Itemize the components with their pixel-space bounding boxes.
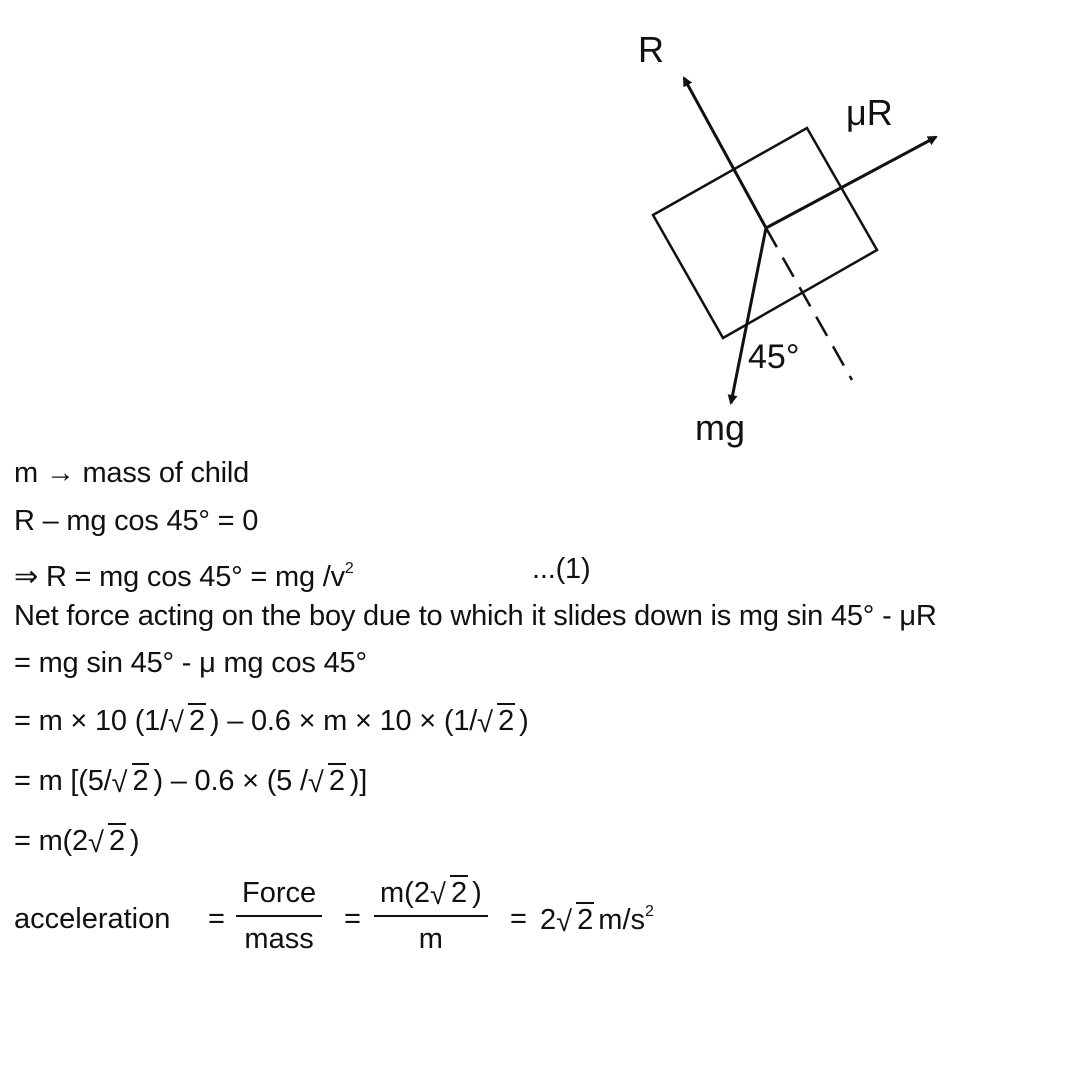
sqrt-symbol: √ 2 <box>556 904 594 938</box>
label-angle: 45° <box>748 338 800 376</box>
sqrt-symbol: √ 2 <box>167 705 205 739</box>
free-body-diagram <box>0 0 1080 460</box>
acceleration-result: 2 √ 2 $m/s^2$ <box>540 903 654 938</box>
line-1-text: m → mass of child <box>14 457 250 489</box>
fraction-2-numerator: m(2 √ 2 ) <box>374 875 488 917</box>
sqrt-symbol: √ 2 <box>111 765 149 799</box>
equals-sign-2: = <box>344 903 361 935</box>
line-3-superscript: 2 <box>344 560 354 577</box>
solution-line-3 <box>14 551 591 595</box>
sqrt-symbol: √ 2 <box>477 705 515 739</box>
label-mg: mg <box>695 407 746 448</box>
equation-tag: ...(1) <box>532 553 591 585</box>
line-6-part-a: = m × 10 (1/ <box>14 705 168 737</box>
fraction-1-denominator: mass <box>244 923 314 955</box>
line-7-part-b: ) – 0.6 × (5 / <box>153 765 308 797</box>
sqrt-symbol: √ 2 <box>307 765 345 799</box>
label-muR: μR <box>846 92 893 133</box>
line-8-part-a: = m(2 <box>14 825 88 857</box>
line-7-part-c: )] <box>349 765 368 797</box>
solution-line-8 <box>14 823 139 859</box>
equals-sign-3: = <box>510 903 527 935</box>
normal-force-arrow <box>684 78 766 228</box>
solution-line-7 <box>14 763 367 799</box>
label-R: R <box>638 29 664 70</box>
line-8-part-b: ) <box>129 825 140 857</box>
line-3-text: ⇒ R = mg cos 45° = mg /v <box>14 561 345 593</box>
line-6-part-b: ) – 0.6 × m × 10 × (1/ <box>209 705 478 737</box>
solution-line-4 <box>14 598 937 634</box>
friction-force-arrow <box>766 137 936 228</box>
solution-line-1 <box>14 455 249 491</box>
sqrt-symbol: √ 2 <box>429 877 468 911</box>
line-2-text: R – mg cos 45° = 0 <box>14 505 259 537</box>
fraction-m2root2-over-m <box>374 875 488 957</box>
fraction-2-denominator: m <box>418 923 443 955</box>
line-4-text: Net force acting on the boy due to which it slides down is mg sin 45° - μR <box>14 600 937 632</box>
line-5-text: = mg sin 45° - μ mg cos 45° <box>14 647 367 679</box>
fraction-1-numerator: Force <box>236 875 322 917</box>
acceleration-equation <box>14 875 914 965</box>
solution-line-6 <box>14 703 529 739</box>
solution-line-5 <box>14 645 367 681</box>
solution-line-2 <box>14 503 258 539</box>
equals-sign-1: = <box>208 903 225 935</box>
line-7-part-a: = m [(5/ <box>14 765 112 797</box>
fraction-force-over-mass <box>236 875 322 957</box>
sqrt-symbol: √ 2 <box>87 825 125 859</box>
line-6-part-c: ) <box>519 705 529 737</box>
acceleration-label: acceleration <box>14 903 171 935</box>
